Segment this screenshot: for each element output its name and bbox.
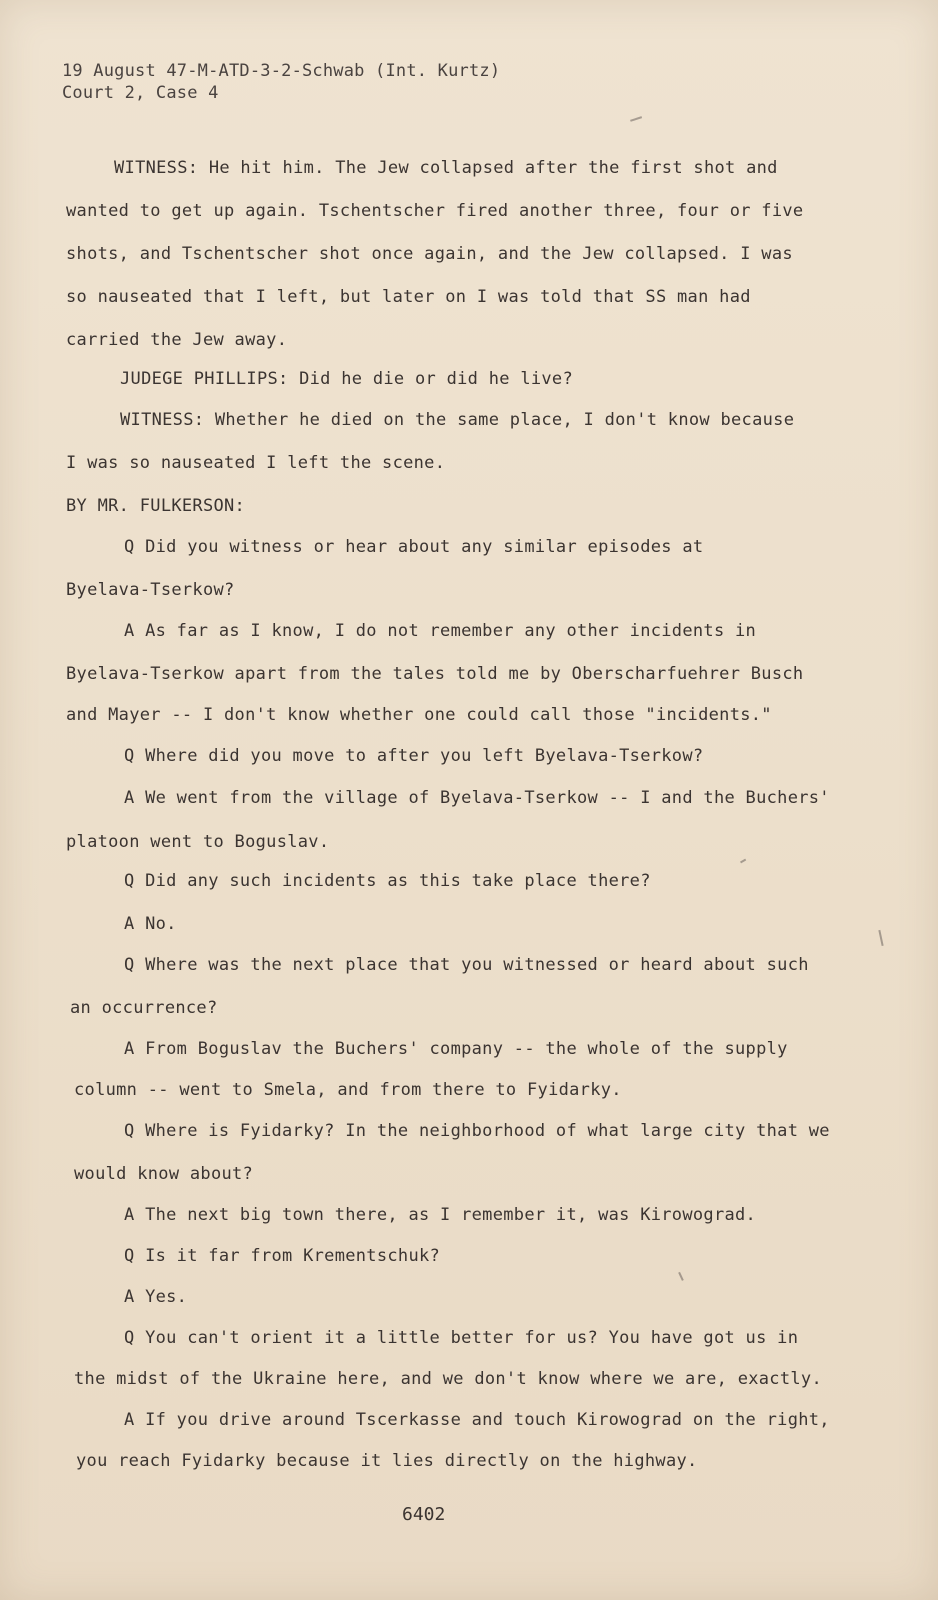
transcript-line: I was so nauseated I left the scene. bbox=[66, 453, 446, 473]
transcript-line: Q Where did you move to after you left Byelava-Tserkow? bbox=[124, 746, 704, 766]
transcript-line: column -- went to Smela, and from there to Fyidarky. bbox=[74, 1080, 622, 1100]
transcript-line: wanted to get up again. Tschentscher fired another three, four or five bbox=[66, 201, 804, 221]
transcript-line: Byelava-Tserkow? bbox=[66, 580, 235, 600]
transcript-line: A If you drive around Tscerkasse and touch Kirowograd on the right, bbox=[124, 1410, 830, 1430]
document-header bbox=[62, 60, 500, 104]
transcript-line: Q Is it far from Krementschuk? bbox=[124, 1246, 441, 1266]
ink-speck bbox=[678, 1272, 683, 1281]
transcript-line: carried the Jew away. bbox=[66, 330, 288, 350]
transcript-line: A No. bbox=[124, 914, 177, 934]
transcript-line: BY MR. FULKERSON: bbox=[66, 496, 246, 516]
transcript-line: would know about? bbox=[74, 1164, 254, 1184]
transcript-line: Q Where was the next place that you witnessed or heard about such bbox=[124, 955, 809, 975]
header-line-date-reference: 19 August 47-M-ATD-3-2-Schwab (Int. Kurtz) bbox=[62, 61, 501, 81]
transcript-line: A The next big town there, as I remember it, was Kirowograd. bbox=[124, 1205, 757, 1225]
transcript-line: WITNESS: He hit him. The Jew collapsed after the first shot and bbox=[114, 158, 778, 178]
transcript-line: an occurrence? bbox=[70, 998, 218, 1018]
transcript-line: the midst of the Ukraine here, and we don't know where we are, exactly. bbox=[74, 1369, 822, 1389]
transcript-line: JUDEGE PHILLIPS: Did he die or did he live? bbox=[120, 369, 573, 389]
transcript-line: and Mayer -- I don't know whether one could call those "incidents." bbox=[66, 705, 772, 725]
transcript-line: Q Did you witness or hear about any similar episodes at bbox=[124, 537, 704, 557]
ink-speck bbox=[630, 116, 642, 121]
header-line-court-case: Court 2, Case 4 bbox=[62, 83, 219, 103]
ink-speck bbox=[740, 859, 746, 863]
transcript-line: A As far as I know, I do not remember any other incidents in bbox=[124, 621, 757, 641]
transcript-line: A From Boguslav the Buchers' company -- the whole of the supply bbox=[124, 1039, 788, 1059]
transcript-line: A Yes. bbox=[124, 1287, 188, 1307]
transcript-line: Q Did any such incidents as this take place there? bbox=[124, 871, 651, 891]
transcript-line: A We went from the village of Byelava-Tserkow -- I and the Buchers' bbox=[124, 788, 830, 808]
transcript-line: so nauseated that I left, but later on I was told that SS man had bbox=[66, 287, 751, 307]
transcript-line: shots, and Tschentscher shot once again, and the Jew collapsed. I was bbox=[66, 244, 793, 264]
page-number: 6402 bbox=[402, 1504, 446, 1525]
transcript-line: platoon went to Boguslav. bbox=[66, 832, 330, 852]
transcript-line: Q Where is Fyidarky? In the neighborhood of what large city that we bbox=[124, 1121, 830, 1141]
transcript-line: WITNESS: Whether he died on the same place, I don't know because bbox=[120, 410, 795, 430]
transcript-line: Q You can't orient it a little better for us? You have got us in bbox=[124, 1328, 799, 1348]
ink-speck bbox=[878, 930, 883, 946]
transcript-line: Byelava-Tserkow apart from the tales told me by Oberscharfuehrer Busch bbox=[66, 664, 804, 684]
transcript-line: you reach Fyidarky because it lies directly on the highway. bbox=[76, 1451, 698, 1471]
